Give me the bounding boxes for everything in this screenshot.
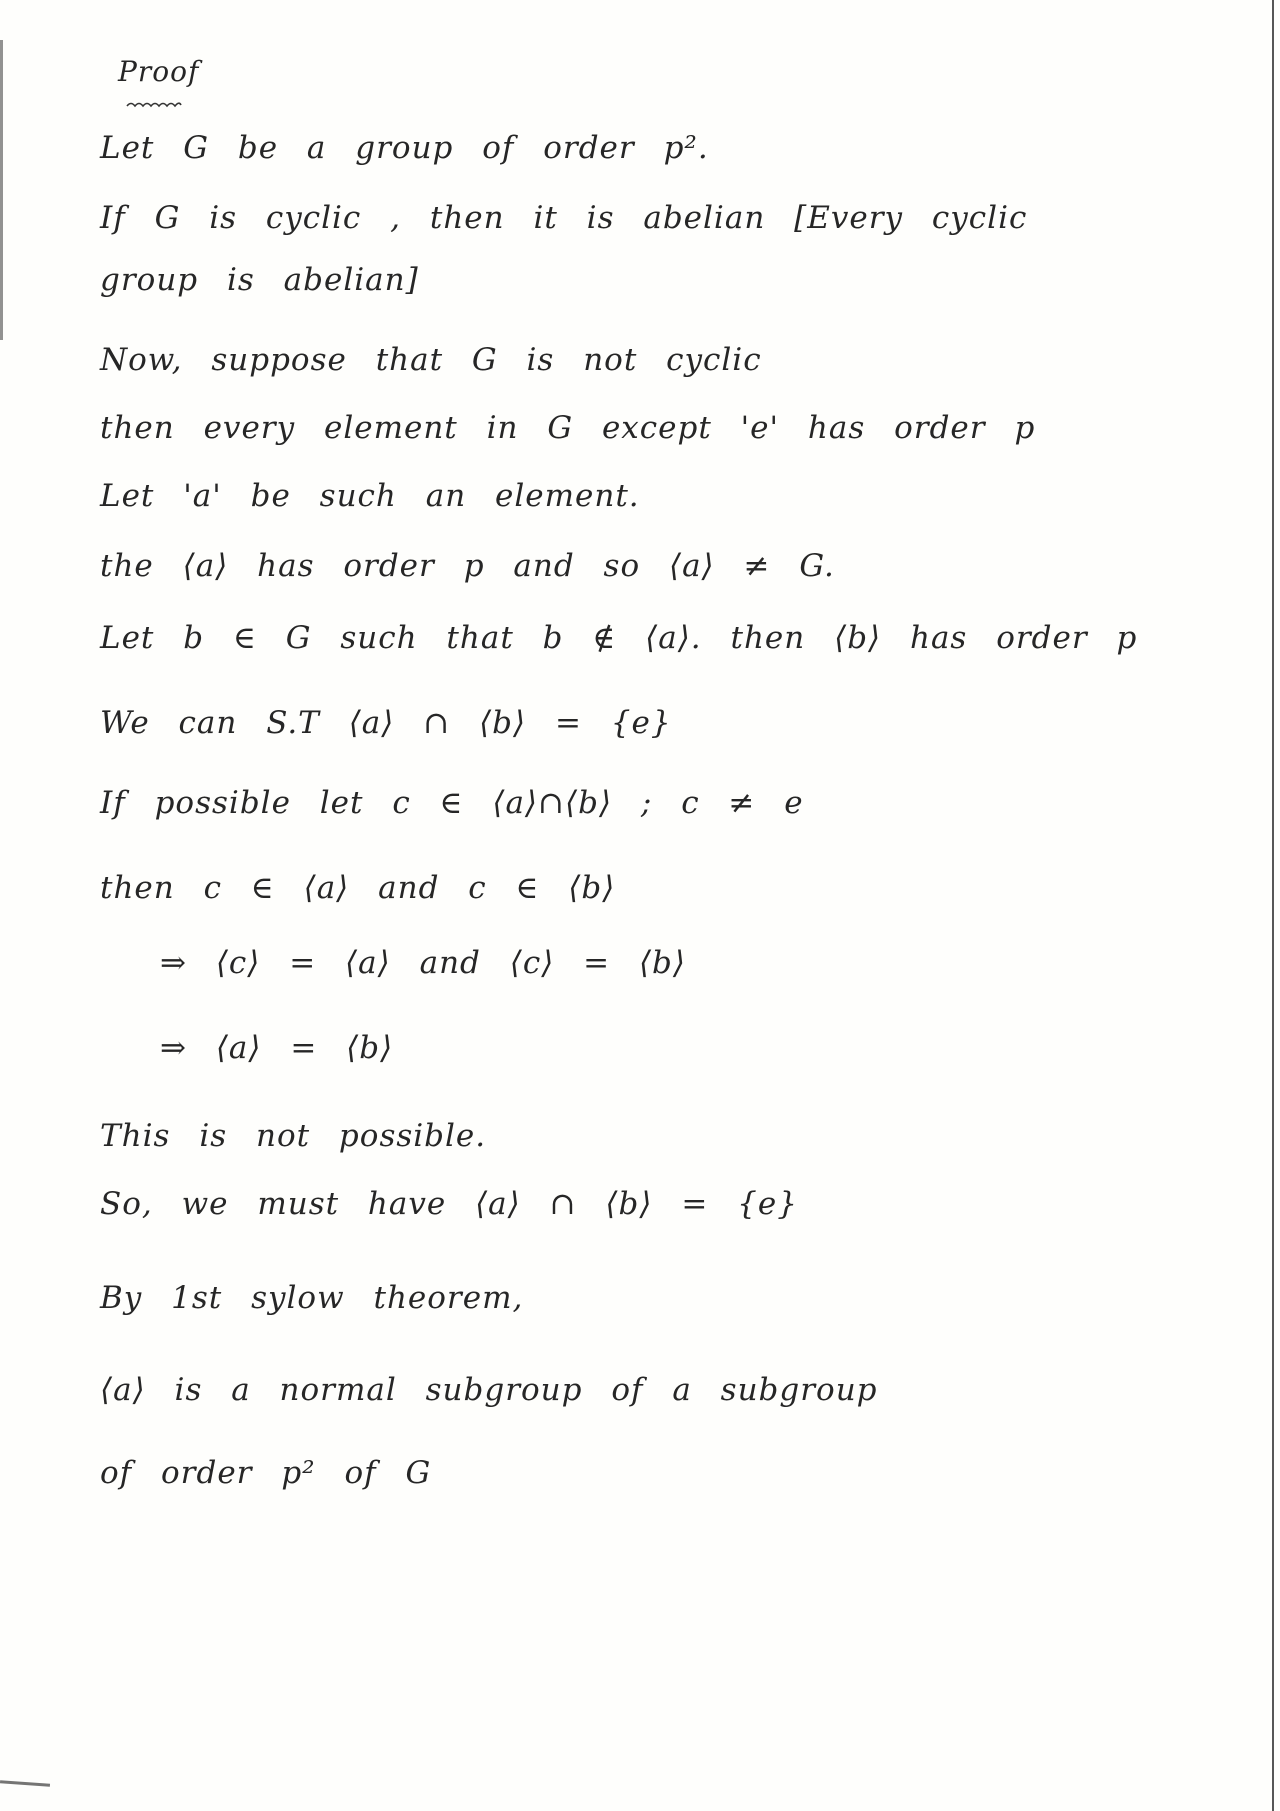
proof-line: By 1st sylow theorem, [100,1280,524,1316]
proof-line: ⟨a⟩ is a normal subgroup of a subgroup [100,1372,878,1408]
proof-line: Let G be a group of order p². [100,130,709,166]
proof-line: then c ∈ ⟨a⟩ and c ∈ ⟨b⟩ [100,870,616,906]
proof-line: Let b ∈ G such that b ∉ ⟨a⟩. then ⟨b⟩ has order p [100,620,1138,656]
proof-line: This is not possible. [100,1118,487,1154]
page-edge-bottom [0,1780,50,1786]
proof-line: ⇒ ⟨c⟩ = ⟨a⟩ and ⟨c⟩ = ⟨b⟩ [160,945,686,981]
proof-heading: Proof [118,55,200,88]
heading-underline [126,100,182,108]
proof-line: of order p² of G [100,1455,432,1491]
proof-line: group is abelian] [100,262,419,298]
proof-line: If possible let c ∈ ⟨a⟩∩⟨b⟩ ; c ≠ e [100,785,804,821]
proof-line: Let 'a' be such an element. [100,478,640,514]
proof-line: So, we must have ⟨a⟩ ∩ ⟨b⟩ = {e} [100,1186,798,1222]
page-edge [1272,0,1274,1811]
proof-line: If G is cyclic , then it is abelian [Every cyclic [100,200,1028,236]
proof-line: We can S.T ⟨a⟩ ∩ ⟨b⟩ = {e} [100,705,672,741]
proof-line: ⇒ ⟨a⟩ = ⟨b⟩ [160,1030,394,1066]
proof-line: Now, suppose that G is not cyclic [100,342,762,378]
proof-line: the ⟨a⟩ has order p and so ⟨a⟩ ≠ G. [100,548,835,584]
page-edge-left [0,40,3,340]
proof-line: then every element in G except 'e' has order p [100,410,1036,446]
